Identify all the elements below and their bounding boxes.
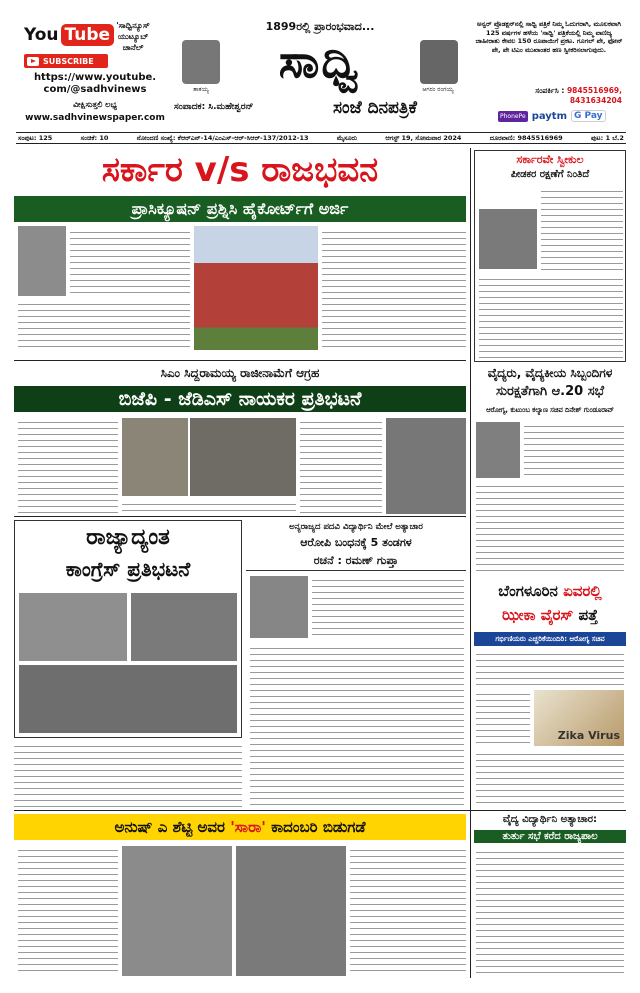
bjp-text-1 — [18, 418, 118, 514]
book-photo-1 — [122, 846, 232, 976]
subscribe-label: SUBSCRIBE — [43, 56, 94, 66]
congress-photo-2 — [131, 593, 237, 661]
book-headline-part-1: ಅನುಷ್ ಎ ಶೆಟ್ಟಿ ಅವರ — [114, 818, 225, 836]
subscribe-button[interactable] — [24, 54, 108, 68]
lead-headline: ಸರ್ಕಾರ v/s ರಾಜಭವನ — [101, 150, 379, 190]
hospital-story-photo — [479, 209, 537, 269]
paytm-logo: paytm — [531, 110, 568, 122]
editor-line: ಸಂಪಾದಕ: ಸಿ.ಮಹೇಶ್ವರನ್ — [174, 102, 254, 112]
youtube-channel-label — [100, 20, 166, 53]
bjp-photo-2 — [190, 418, 296, 496]
youtube-logo-you: You — [24, 25, 59, 45]
youtube-logo-tube: Tube — [61, 24, 115, 46]
zika-photo-label: Zika Virus — [557, 729, 620, 742]
bjp-photo-1 — [122, 418, 188, 496]
zika-photo — [534, 690, 624, 746]
row-rule-1 — [14, 360, 466, 361]
doctors-byline: ಆರೋಗ್ಯ, ಕುಟುಂಬ ಕಲ್ಯಾಣ ಸಚಿವ ದಿನೇಶ್ ಗುಂಡೂರಾವ್ — [486, 406, 614, 414]
ad-box — [474, 20, 624, 124]
youtube-url-line-1: https://www.youtube. — [33, 72, 157, 83]
gpay-logo: G Pay — [571, 110, 606, 122]
registration: ನೋಂದಣಿ ಸಂಖ್ಯೆ: ಕೆಆರ್‌ಎನ್-14/ಎಂಎಸ್-ಆರ್-ಸಿಆರ್-137/2012-13 — [136, 133, 309, 142]
channel-line-2: ಯುಟ್ಯೂಬ್ — [117, 32, 149, 41]
doctors-headline-1: ವೈದ್ಯರು, ವೈದ್ಯಕೀಯ ಸಿಬ್ಬಂದಿಗಳ — [487, 366, 613, 380]
zika-story — [474, 582, 626, 808]
minister-photo — [476, 422, 520, 478]
pages-price: ಪುಟ: 1 ಬೆ.2 — [591, 133, 624, 142]
phonepe-logo: PhonePe — [500, 112, 526, 120]
zika-band: ಗರ್ಭಿಣಿಯರು ಎಚ್ಚರಿಕೆಯಿಂದಿರಿ: ಆರೋಗ್ಯ ಸಚಿವ — [474, 632, 626, 646]
congress-photo-3 — [19, 665, 237, 733]
book-headline-part-2: ಕಾದಂಬರಿ ಬಿಡುಗಡೆ — [271, 818, 366, 836]
crime-text-1 — [312, 576, 464, 640]
portrait-left — [182, 40, 220, 84]
zika-headline-red-2: ಝೀಕಾ ವೈರಸ್ — [502, 606, 574, 624]
city: ಮೈಸೂರು — [336, 133, 358, 142]
doctors-story — [474, 366, 626, 576]
zika-headline-red-1: ಏವರಲ್ಲಿ — [563, 582, 602, 600]
book-text-1 — [18, 846, 118, 976]
congress-story — [14, 520, 242, 738]
date: ಆಗಸ್ಟ್ 19, ಸೋಮವಾರ 2024 — [385, 133, 462, 142]
payment-strip — [498, 108, 622, 124]
bjp-text-2 — [300, 418, 382, 514]
zika-text-2 — [476, 690, 530, 746]
bjp-kicker: ಸಿಎಂ ಸಿದ್ದರಾಮಯ್ಯ ರಾಜೀನಾಮೆಗೆ ಆಗ್ರಹ — [160, 366, 320, 380]
youtube-box — [20, 20, 166, 124]
bjp-headline: ಬಿಜೆಪಿ - ಜೆಡಿಎಸ್ ನಾಯಕರ ಪ್ರತಿಭಟನೆ — [14, 386, 466, 412]
crime-headline: ಆರೋಪಿ ಬಂಧನಕ್ಕೆ 5 ತಂಡಗಳ — [300, 536, 412, 549]
ad-phone[interactable]: 9845516969, 8431634204 — [566, 86, 622, 105]
doctors-headline-2: ಸುರಕ್ಷತೆಗಾಗಿ ಆ.20 ಸಭೆ — [495, 384, 605, 399]
newspaper-title: ಸಾಧ್ವಿ — [278, 34, 362, 88]
cm-photo — [18, 226, 66, 296]
hospital-story — [474, 150, 626, 362]
lead-text-wide — [18, 300, 190, 350]
row-rule-2 — [14, 516, 466, 517]
zika-headline-black-2: ಪತ್ತೆ — [578, 606, 598, 624]
info-bar — [16, 132, 626, 144]
zika-headline-line-1 — [474, 582, 626, 600]
volume: ಸಂಪುಟ: 125 — [18, 133, 53, 142]
youtube-url[interactable] — [24, 72, 166, 96]
ad-text: ಅನ್ವರ್ ಪ್ರೊಡಕ್ಷನ್‌ನಲ್ಲಿ ಸಾಧ್ವಿ ಪತ್ರಿಕೆ ನಿಮ್ಮ ಓದುಗರಾಗಿ, ಮೂಲಕವಾಗಿ 125 ವರ್ಷಗಳ ಹಳೆಯ 'ಸಾಧ್ವಿ' ಪತ್ರಿಕೆಯಲ್ಲಿ ನಿಮ್ಮ ವಾಣಿಜ್ಯ ಜಾಹೀರಾತು ಕೇವಲ 150 ರೂಪಾಯಿಗೆ ಪ್ರಕಟ. ಗೂಗಲ್ ಪೇ, ಫೋನ್ ಪೇ, ಪೇ ಟಿಎಂ ಮುಖಾಂತರ ಹಣ ಸ್ವೀಕರಿಸಲಾಗುವುದು. — [475, 20, 623, 54]
youtube-follow-text: ವೀಕ್ಷಿಸುತ್ತಲಿ ಲಭ್ಯ — [73, 100, 117, 109]
commissioner-photo — [250, 576, 308, 638]
student-headline-2: ತುರ್ತು ಸಭೆ ಕರೆದ ರಾಜ್ಯಪಾಲ — [474, 830, 626, 843]
congress-headline-1: ರಾಜ್ಯಾದ್ಯಂತ — [86, 525, 170, 550]
hospital-text-2 — [479, 275, 623, 359]
crime-story — [246, 520, 466, 808]
portrait-left-caption: ತಾತಯ್ಯ — [193, 86, 209, 93]
channel-line-1: 'ಸಾಧ್ವಿನ್ಯೂಸ್ — [116, 21, 150, 30]
zika-text-1 — [476, 650, 624, 688]
youtube-url-line-2: com/@sadhvinews — [43, 84, 147, 95]
column-rule-main — [470, 148, 471, 978]
book-photo-2 — [236, 846, 346, 976]
masthead-title-block — [174, 20, 466, 124]
congress-text — [14, 742, 242, 808]
zika-headline-line-2 — [474, 606, 626, 624]
student-text — [476, 848, 624, 976]
lead-text-col-1 — [70, 228, 190, 294]
high-court-photo — [194, 226, 318, 350]
paper-type: ಸಂಜೆ ದಿನಪತ್ರಿಕೆ — [333, 98, 417, 118]
hospital-headline-2: ಪೀಡಕರ ರಕ್ಷಣೆಗೆ ನಿಂತಿದೆ — [510, 169, 590, 180]
lead-text-col-3 — [322, 228, 466, 350]
zika-headline-black: ಬೆಂಗಳೂರಿನ — [498, 582, 558, 600]
congress-headline-2: ಕಾಂಗ್ರೆಸ್ ಪ್ರತಿಭಟನೆ — [65, 557, 191, 581]
since-label: 1899ರಲ್ಲಿ ಪ್ರಾರಂಭವಾದ... — [265, 20, 375, 33]
doctors-text-1 — [524, 422, 624, 478]
ad-contact — [494, 86, 622, 106]
issue: ಸಂಚಿಕೆ: 10 — [80, 133, 109, 142]
portrait-right-caption: ಆಗರಂ ರಂಗಯ್ಯ — [422, 86, 454, 93]
bjp-photo-3 — [386, 418, 466, 514]
book-headline — [14, 814, 466, 840]
bjp-caption-strip — [122, 500, 296, 514]
student-headline-1: ವೈದ್ಯ ವಿದ್ಯಾರ್ಥಿನಿ ಅತ್ಯಾಚಾರ: — [502, 814, 598, 825]
play-icon — [27, 57, 39, 66]
crime-text-2 — [250, 644, 464, 806]
book-text-2 — [350, 846, 466, 976]
zika-text-3 — [476, 750, 624, 806]
row-rule-3 — [14, 810, 626, 811]
website-link[interactable]: www.sadhvinewspaper.com — [25, 113, 165, 123]
channel-line-3: ಚಾನೆಲ್ — [122, 43, 144, 52]
masthead — [0, 0, 640, 130]
book-headline-quote: 'ಸಾರಾ' — [230, 818, 266, 836]
hospital-headline-1: ಸರ್ಕಾರವೇ ಸ್ವೀಕುಲ — [516, 153, 584, 166]
phone: ದೂರವಾಣಿ: 9845516969 — [489, 133, 563, 142]
hospital-text-1 — [541, 187, 623, 271]
lead-subhead: ಪ್ರಾಸಿಕ್ಯೂಷನ್ ಪ್ರಶ್ನಿಸಿ ಹೈಕೋರ್ಟ್‌ಗೆ ಅರ್ಜಿ — [14, 196, 466, 222]
ad-contact-label: ಸಂಪರ್ಕಿಸಿ : — [535, 86, 565, 95]
portrait-right — [420, 40, 458, 84]
crime-kicker: ಅನ್ಯರಾಜ್ಯದ ಪದವಿ ವಿದ್ಯಾರ್ಥಿನಿ ಮೇಲೆ ಅತ್ಯಾಚಾರ — [289, 522, 423, 532]
crime-subhead: ರಚನೆ : ರಮಣ್ ಗುಪ್ತಾ — [246, 554, 466, 571]
doctors-text-2 — [476, 482, 624, 574]
student-story — [474, 814, 626, 978]
congress-photo-1 — [19, 593, 127, 661]
